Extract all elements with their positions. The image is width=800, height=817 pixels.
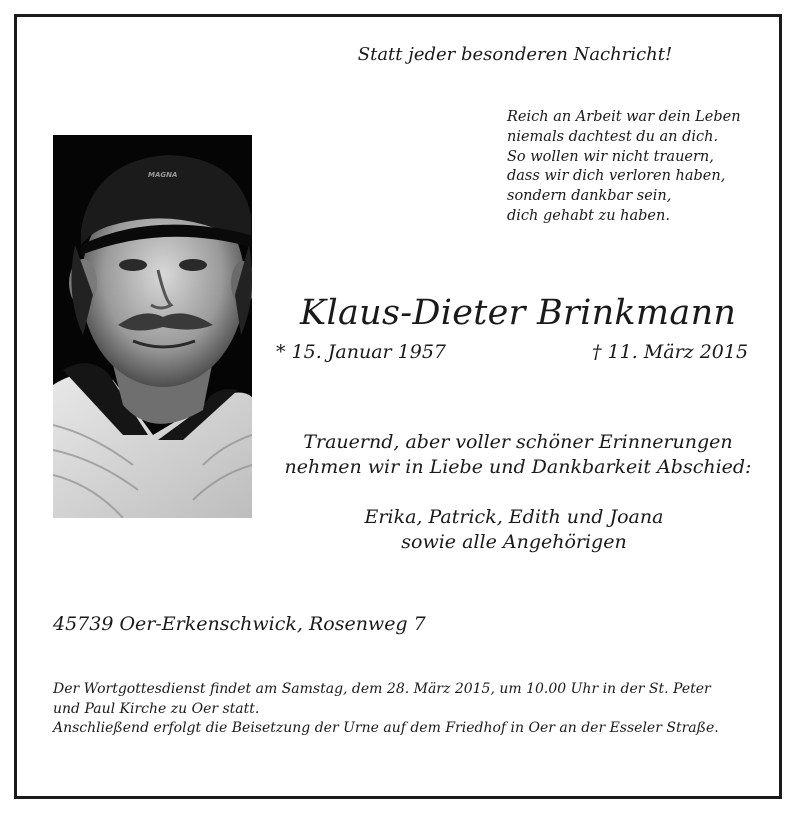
deceased-name: Klaus-Dieter Brinkmann — [300, 293, 737, 333]
mourning-text — [278, 430, 758, 480]
death-date: † 11. März 2015 — [592, 341, 749, 363]
cap-logo: MAGNA — [148, 171, 178, 179]
poem-line: So wollen wir nicht trauern, — [507, 148, 714, 165]
service-line: Anschließend erfolgt die Beisetzung der Urne auf dem Friedhof in Oer an der Esseler Straße. — [53, 720, 719, 736]
service-line: Der Wortgottesdienst findet am Samstag, dem 28. März 2015, um 10.00 Uhr in der St. Peter — [53, 681, 711, 697]
poem-line: Reich an Arbeit war dein Leben — [507, 109, 741, 125]
service-line: und Paul Kirche zu Oer statt. — [53, 700, 260, 717]
poem-line: sondern dankbar sein, — [507, 188, 672, 205]
survivors-line: Erika, Patrick, Edith und Joana — [364, 506, 664, 528]
header-notice: Statt jeder besonderen Nachricht! — [357, 44, 673, 65]
poem-line: dich gehabt zu haben. — [507, 207, 670, 224]
birth-date: * 15. Januar 1957 — [276, 341, 447, 363]
mourning-line: nehmen wir in Liebe und Dankbarkeit Abschied: — [284, 456, 752, 478]
poem — [507, 108, 741, 227]
address: 45739 Oer-Erkenschwick, Rosenweg 7 — [53, 613, 426, 635]
mourning-line: Trauernd, aber voller schöner Erinnerungen — [303, 431, 733, 453]
survivors-line: sowie alle Angehörigen — [401, 531, 627, 553]
service-info — [53, 680, 719, 739]
poem-line: niemals dachtest du an dich. — [507, 128, 719, 145]
poem-line: dass wir dich verloren haben, — [507, 168, 726, 185]
survivors — [278, 505, 750, 555]
portrait-photo — [53, 135, 252, 518]
